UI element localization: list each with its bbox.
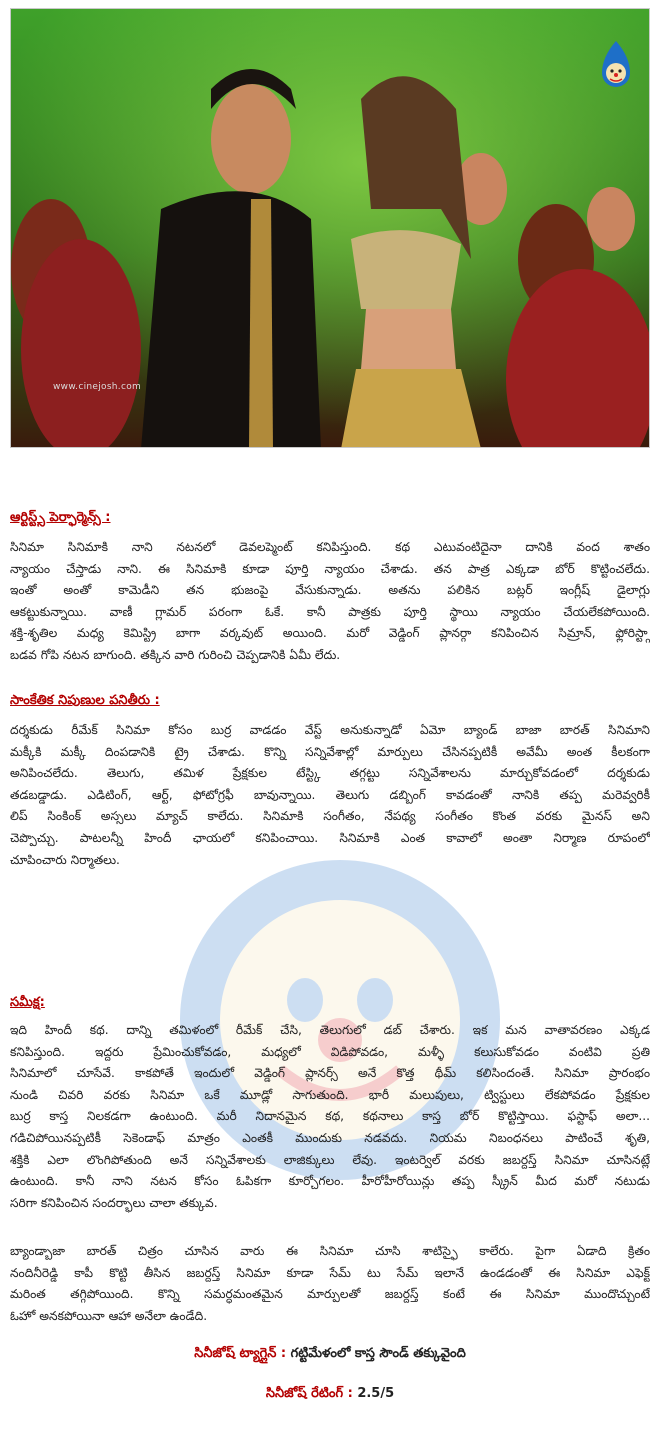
paragraph-line: ఇది హిందీ కథ. దాన్ని తమిళంలో రీమేక్ చేసి, తెలుగులో డబ్ చేశారు. ఇక మన వాతావరణం ఎక్కడ — [10, 1023, 650, 1037]
paragraph-line: ఇంతో అంతో కామెడీని తన భుజంపై వేసుకున్నాడు. అతను పలికిన బట్లర్ ఇంగ్లీష్ డైలాగ్లు — [10, 583, 650, 598]
paragraph-line: నుండి చివరి వరకు సినిమా ఒకే మూడ్లో సాగుతుంది. భారీ మలుపులు, ట్విస్టులు లేకపోవడం ప్రేక్షకుల — [10, 1087, 650, 1102]
paragraph-line: కనిపిస్తుంది. ఇద్దరు ప్రేమించుకోవడం, మధ్యలో విడిపోవడం, మళ్ళీ కలుసుకోవడం వంటివి ప్రతి — [10, 1044, 650, 1059]
section-body-conclusion — [10, 1241, 650, 1327]
rating — [0, 1386, 660, 1404]
section-body-technicians — [10, 720, 650, 871]
paragraph-line: బడవ గోపి నటన బాగుంది. తక్కిన వారి గురించి చెప్పడానికి ఏమీ లేదు. — [10, 647, 341, 662]
paragraph-line: మరింత తగ్గిపోయింది. కొన్ని సమర్ధమంతమైన మార్పులతో జబర్దస్త్ కంటే ఈ సినిమా ముందొచ్చుంటే — [10, 1287, 650, 1302]
movie-still-photo — [10, 8, 650, 448]
tagline-label: సినీజోష్ ట్యాగ్లైన్ : — [194, 1346, 287, 1361]
tagline — [0, 1346, 660, 1364]
section-heading-review: సమీక్ష: — [10, 995, 45, 1010]
paragraph-line: తడబడ్డాడు. ఎడిటింగ్, ఆర్ట్, ఫోటోగ్రఫీ బావున్నాయి. తెలుగు డబ్బింగ్ కావడంతో నానికి తప్ప మరెవ్వరికీ — [10, 787, 650, 802]
tagline-value: గట్టిమేళంలో కాస్త సౌండ్ తక్కువైంది — [290, 1346, 466, 1361]
paragraph-line: శక్తి-శృతిల మధ్య కెమిస్ట్రి బాగా వర్కవుట్ అయింది. మరో వెడ్డింగ్ ప్లానర్గా కనిపించిన సిమ్రాన్, ఫ్లోరిస్ట్గా — [10, 626, 650, 641]
photo-watermark: www.cinejosh.com — [53, 382, 142, 392]
paragraph-line: ఉంటుంది. కానీ నాని నటన కోసం ఓపికగా కూర్చోగలం. హీరోహీరోయిన్లు తప్ప స్క్రీన్ మీద మరో నటుడు — [10, 1174, 650, 1189]
rating-label: సినీజోష్ రేటింగ్ : — [265, 1386, 353, 1401]
cinejosh-joker-logo-icon — [596, 39, 636, 94]
section-body-review — [10, 1020, 650, 1214]
section-body-artists — [10, 537, 650, 667]
paragraph-line: గడిచిపోయినప్పటికీ సెకెండాఫ్ మాత్రం ఎంతకీ ముందుకు నడవదు. నియమ నిబంధనలు పాటించే శృతి, — [10, 1130, 650, 1145]
paragraph-line: చూపించారు నిర్మాతలు. — [10, 852, 120, 867]
paragraph-line: సినిమాలో చూసేవే. కాకపోతే ఇందులో వెడ్డింగ్ ప్లానర్స్ అనే కొత్త థీమ్ కలిసిందంతే. సినిమా ప్రారంభం — [10, 1066, 650, 1081]
paragraph-line: ఓహో అనకపోయినా ఆహా అనేలా ఉండేది. — [10, 1308, 208, 1323]
paragraph-line: దర్శకుడు రీమేక్ సినిమా కోసం బుర్ర వాడడం వేస్ట్ అనుకున్నాడో ఏమో బ్యాండ్ బాజా బారత్ సినిమాని — [10, 723, 650, 737]
paragraph-line: లిప్ సింకింక్ అస్సలు మ్యాచ్ కాలేదు. సినిమాకి సంగీతం, నేపథ్య సంగీతం కొంత వరకు మైనస్ అని — [10, 809, 650, 824]
paragraph-line: శక్తికి ఎలా లొంగిపోతుంది అనే సన్నివేశాలకు లాజిక్కులు లేవు. ఇంటర్వెల్ వరకు జబర్దస్త్ సినిమా చూసినట్లే — [10, 1152, 650, 1167]
paragraph-line: చెప్పొచ్చు. పాటలన్నీ హిందీ ఛాయలో కనిపించాయి. సినిమాకి ఎంత కావాలో అంతా నిర్మాణ రూపంలో — [10, 830, 650, 845]
paragraph-line: బుర్ర కాస్త నిలకడగా ఉంటుంది. మరీ నిదానమైన కథ, కథనాలు కాస్త బోర్ కొట్టిస్తాయి. ఫస్టాఫ్ అలా... — [10, 1109, 650, 1124]
paragraph-line: నందినీరెడ్డి కాపీ కొట్టి తీసిన జబర్దస్త్ సినిమా కూడా సేమ్ టు సేమ్ ఇలానే ఉండడంతో ఈ సినిమా ఎఫెక్ట్ — [10, 1265, 650, 1280]
paragraph-line: న్యాయం చేస్తాడు నాని. ఈ సినిమాకి కూడా పూర్తి న్యాయం చేశాడు. తన పాత్ర ఎక్కడా బోర్ కొట్టించలేదు. — [10, 561, 650, 576]
paragraph-line: సరిగా కనిపించిన సందర్భాలు చాలా తక్కువ. — [10, 1195, 218, 1210]
section-heading-technicians: సాంకేతిక నిపుణుల పనితీరు : — [10, 693, 160, 708]
paragraph-line: అనిపించలేదు. తెలుగు, తమిళ ప్రేక్షకుల టేస్ట్కి తగ్గట్టు సన్నివేశాలను మార్చుకోవడంలో దర్శకుడు — [10, 766, 650, 781]
paragraph-line: మక్కీకి మక్కీ దింపడానికి ట్రై చేశాడు. కొన్ని సన్నివేశాల్లో మార్పులు చేసినప్పటికీ అవేమీ అంత కీలకంగా — [10, 744, 650, 759]
paragraph-line: సినిమా సినిమాకి నాని నటనలో డెవలప్మెంట్ కనిపిస్తుంది. కథ ఎటువంటిదైనా దానికి వంద శాతం — [10, 540, 650, 554]
section-heading-artists: ఆర్టిస్ట్స్ పెర్ఫార్మెన్స్ : — [10, 510, 111, 525]
paragraph-line: బ్యాండ్బాజా బారత్ చిత్రం చూసిన వారు ఈ సినిమా చూసి శాటిస్ఫై కాలేరు. పైగా ఏడాది క్రితం — [10, 1244, 650, 1258]
paragraph-line: ఆకట్టుకున్నాయి. వాణీ గ్లామర్ పరంగా ఓకే. కానీ పాత్రకు పూర్తి స్థాయి న్యాయం చేయలేకపోయింది. — [10, 604, 650, 619]
rating-value: 2.5/5 — [357, 1386, 395, 1401]
